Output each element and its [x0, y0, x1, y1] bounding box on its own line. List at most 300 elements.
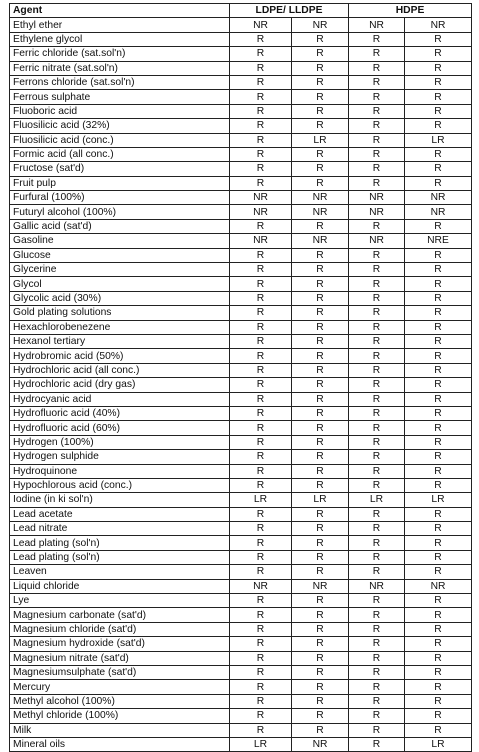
agent-cell: Ethyl ether — [10, 18, 230, 32]
rating-cell: NR — [349, 205, 405, 219]
agent-cell: Ferric nitrate (sat.sol'n) — [10, 61, 230, 75]
rating-cell: R — [349, 478, 405, 492]
rating-cell: R — [292, 248, 349, 262]
agent-cell: Hydrofluoric acid (40%) — [10, 406, 230, 420]
rating-cell: R — [230, 176, 292, 190]
rating-cell: R — [230, 550, 292, 564]
rating-cell: R — [230, 651, 292, 665]
rating-cell: R — [349, 464, 405, 478]
rating-cell: R — [292, 651, 349, 665]
agent-cell: Methyl chloride (100%) — [10, 709, 230, 723]
rating-cell: R — [230, 406, 292, 420]
rating-cell: R — [349, 277, 405, 291]
rating-cell: R — [349, 320, 405, 334]
rating-cell: R — [349, 32, 405, 46]
rating-cell: R — [230, 90, 292, 104]
table-row — [10, 579, 472, 593]
rating-cell: R — [405, 694, 472, 708]
rating-cell: R — [292, 550, 349, 564]
rating-cell: R — [405, 478, 472, 492]
rating-cell: R — [230, 637, 292, 651]
table-row — [10, 18, 472, 32]
rating-cell: R — [230, 464, 292, 478]
table-row — [10, 450, 472, 464]
agent-cell: Mercury — [10, 680, 230, 694]
rating-cell: R — [292, 507, 349, 521]
rating-cell: R — [405, 176, 472, 190]
table-row — [10, 507, 472, 521]
rating-cell: R — [349, 61, 405, 75]
table-row — [10, 47, 472, 61]
rating-cell: R — [405, 263, 472, 277]
rating-cell: R — [349, 709, 405, 723]
agent-cell: Glycerine — [10, 263, 230, 277]
table-row — [10, 162, 472, 176]
rating-cell: R — [349, 147, 405, 161]
agent-cell: Hydrogen sulphide — [10, 450, 230, 464]
rating-cell: R — [349, 608, 405, 622]
rating-cell: R — [349, 219, 405, 233]
rating-cell: R — [292, 464, 349, 478]
rating-cell: R — [230, 119, 292, 133]
table-row — [10, 75, 472, 89]
rating-cell: R — [405, 306, 472, 320]
rating-cell: R — [292, 147, 349, 161]
rating-cell: R — [292, 522, 349, 536]
table-row — [10, 277, 472, 291]
rating-cell: R — [349, 737, 405, 751]
agent-cell: Lye — [10, 594, 230, 608]
table-row — [10, 334, 472, 348]
rating-cell: R — [349, 622, 405, 636]
rating-cell: R — [230, 392, 292, 406]
rating-cell: R — [349, 665, 405, 679]
table-row — [10, 680, 472, 694]
rating-cell: R — [405, 450, 472, 464]
rating-cell: NR — [349, 191, 405, 205]
table-row — [10, 291, 472, 305]
table-row — [10, 608, 472, 622]
table-row — [10, 694, 472, 708]
rating-cell: R — [292, 119, 349, 133]
rating-cell: R — [349, 694, 405, 708]
rating-cell: R — [230, 421, 292, 435]
rating-cell: R — [292, 61, 349, 75]
rating-cell: R — [349, 435, 405, 449]
rating-cell: R — [292, 680, 349, 694]
agent-cell: Milk — [10, 723, 230, 737]
rating-cell: R — [405, 219, 472, 233]
rating-cell: R — [405, 507, 472, 521]
rating-cell: R — [349, 334, 405, 348]
rating-cell: R — [292, 478, 349, 492]
rating-cell: NR — [230, 191, 292, 205]
agent-cell: Hexanol tertiary — [10, 334, 230, 348]
rating-cell: R — [405, 550, 472, 564]
rating-cell: R — [349, 637, 405, 651]
rating-cell: R — [230, 694, 292, 708]
rating-cell: NR — [405, 579, 472, 593]
table-row — [10, 536, 472, 550]
table-row — [10, 637, 472, 651]
rating-cell: LR — [230, 493, 292, 507]
rating-cell: R — [405, 522, 472, 536]
rating-cell: LR — [292, 493, 349, 507]
rating-cell: R — [405, 421, 472, 435]
rating-cell: R — [349, 450, 405, 464]
rating-cell: R — [292, 291, 349, 305]
agent-cell: Lead nitrate — [10, 522, 230, 536]
rating-cell: R — [405, 622, 472, 636]
rating-cell: R — [230, 263, 292, 277]
rating-cell: LR — [405, 133, 472, 147]
rating-cell: R — [230, 522, 292, 536]
rating-cell: R — [292, 450, 349, 464]
table-row — [10, 392, 472, 406]
agent-cell: Fluoboric acid — [10, 104, 230, 118]
agent-cell: Hypochlorous acid (conc.) — [10, 478, 230, 492]
rating-cell: LR — [349, 493, 405, 507]
rating-cell: R — [349, 406, 405, 420]
table-row — [10, 61, 472, 75]
rating-cell: NR — [230, 234, 292, 248]
rating-cell: R — [230, 248, 292, 262]
rating-cell: R — [292, 723, 349, 737]
agent-cell: Fluosilicic acid (conc.) — [10, 133, 230, 147]
rating-cell: R — [405, 536, 472, 550]
rating-cell: NR — [292, 18, 349, 32]
rating-cell: R — [292, 709, 349, 723]
table-row — [10, 421, 472, 435]
table-row — [10, 306, 472, 320]
agent-cell: Ferrons chloride (sat.sol'n) — [10, 75, 230, 89]
agent-cell: Futuryl alcohol (100%) — [10, 205, 230, 219]
rating-cell: R — [292, 435, 349, 449]
rating-cell: R — [292, 334, 349, 348]
rating-cell: R — [405, 378, 472, 392]
table-row — [10, 522, 472, 536]
rating-cell: R — [292, 406, 349, 420]
chemical-resistance-table — [9, 3, 472, 752]
rating-cell: R — [349, 349, 405, 363]
rating-cell: R — [405, 435, 472, 449]
rating-cell: R — [230, 219, 292, 233]
rating-cell: NR — [349, 579, 405, 593]
table-row — [10, 723, 472, 737]
table-row — [10, 234, 472, 248]
rating-cell: R — [349, 104, 405, 118]
table-row — [10, 435, 472, 449]
rating-cell: R — [230, 277, 292, 291]
rating-cell: NR — [405, 191, 472, 205]
rating-cell: R — [292, 32, 349, 46]
rating-cell: R — [230, 349, 292, 363]
rating-cell: R — [349, 378, 405, 392]
table-row — [10, 651, 472, 665]
table-row — [10, 90, 472, 104]
table-row — [10, 622, 472, 636]
rating-cell: R — [405, 709, 472, 723]
table-row — [10, 550, 472, 564]
agent-cell: Gasoline — [10, 234, 230, 248]
rating-cell: R — [292, 622, 349, 636]
rating-cell: R — [230, 320, 292, 334]
rating-cell: R — [405, 363, 472, 377]
rating-cell: R — [230, 334, 292, 348]
rating-cell: R — [349, 306, 405, 320]
table-row — [10, 665, 472, 679]
rating-cell: R — [292, 349, 349, 363]
rating-cell: NR — [292, 579, 349, 593]
agent-cell: Ferric chloride (sat.sol'n) — [10, 47, 230, 61]
rating-cell: R — [349, 522, 405, 536]
rating-cell: R — [349, 363, 405, 377]
rating-cell: R — [405, 665, 472, 679]
table-row — [10, 205, 472, 219]
rating-cell: R — [349, 90, 405, 104]
rating-cell: LR — [405, 493, 472, 507]
agent-cell: Magnesiumsulphate (sat'd) — [10, 665, 230, 679]
rating-cell: R — [349, 291, 405, 305]
rating-cell: R — [230, 291, 292, 305]
table-row — [10, 363, 472, 377]
rating-cell: R — [349, 47, 405, 61]
rating-cell: R — [405, 565, 472, 579]
rating-cell: R — [230, 133, 292, 147]
rating-cell: R — [405, 334, 472, 348]
rating-cell: R — [230, 147, 292, 161]
agent-cell: Mineral oils — [10, 737, 230, 751]
rating-cell: R — [292, 277, 349, 291]
rating-cell: NRE — [405, 234, 472, 248]
table-row — [10, 104, 472, 118]
rating-cell: R — [405, 61, 472, 75]
agent-cell: Hydrofluoric acid (60%) — [10, 421, 230, 435]
rating-cell: R — [230, 378, 292, 392]
rating-cell: R — [292, 565, 349, 579]
rating-cell: R — [349, 723, 405, 737]
agent-cell: Hydrogen (100%) — [10, 435, 230, 449]
rating-cell: R — [230, 608, 292, 622]
rating-cell: R — [230, 709, 292, 723]
rating-cell: R — [292, 306, 349, 320]
chemical-resistance-table-page — [9, 3, 471, 751]
table-row — [10, 191, 472, 205]
rating-cell: R — [349, 176, 405, 190]
rating-cell: R — [405, 608, 472, 622]
agent-cell: Hydrochloric acid (dry gas) — [10, 378, 230, 392]
rating-cell: R — [230, 507, 292, 521]
rating-cell: R — [349, 248, 405, 262]
table-row — [10, 565, 472, 579]
rating-cell: NR — [349, 234, 405, 248]
rating-cell: R — [230, 536, 292, 550]
rating-cell: R — [405, 162, 472, 176]
rating-cell: R — [405, 651, 472, 665]
rating-cell: R — [292, 594, 349, 608]
table-row — [10, 248, 472, 262]
rating-cell: R — [405, 104, 472, 118]
rating-cell: R — [230, 594, 292, 608]
table-row — [10, 406, 472, 420]
rating-cell: R — [405, 349, 472, 363]
agent-cell: Hydrocyanic acid — [10, 392, 230, 406]
rating-cell: R — [230, 75, 292, 89]
table-row — [10, 709, 472, 723]
rating-cell: R — [292, 90, 349, 104]
rating-cell: R — [405, 248, 472, 262]
rating-cell: NR — [405, 18, 472, 32]
rating-cell: R — [349, 133, 405, 147]
table-row — [10, 464, 472, 478]
rating-cell: NR — [292, 234, 349, 248]
table-row — [10, 263, 472, 277]
table-row — [10, 378, 472, 392]
agent-cell: Glycolic acid (30%) — [10, 291, 230, 305]
table-row — [10, 594, 472, 608]
ldpe-lldpe-header: LDPE/ LLDPE — [230, 4, 349, 18]
agent-cell: Ferrous sulphate — [10, 90, 230, 104]
hdpe-header: HDPE — [349, 4, 472, 18]
table-row — [10, 119, 472, 133]
agent-cell: Glycol — [10, 277, 230, 291]
rating-cell: R — [292, 421, 349, 435]
rating-cell: R — [230, 32, 292, 46]
agent-cell: Methyl alcohol (100%) — [10, 694, 230, 708]
table-row — [10, 219, 472, 233]
table-row — [10, 133, 472, 147]
rating-cell: R — [230, 565, 292, 579]
rating-cell: R — [405, 47, 472, 61]
rating-cell: R — [349, 536, 405, 550]
rating-cell: LR — [292, 133, 349, 147]
agent-cell: Leaven — [10, 565, 230, 579]
rating-cell: R — [405, 594, 472, 608]
rating-cell: R — [349, 162, 405, 176]
rating-cell: R — [230, 622, 292, 636]
rating-cell: R — [405, 119, 472, 133]
rating-cell: R — [349, 680, 405, 694]
agent-cell: Ethylene glycol — [10, 32, 230, 46]
rating-cell: NR — [230, 18, 292, 32]
rating-cell: R — [405, 464, 472, 478]
rating-cell: R — [230, 306, 292, 320]
rating-cell: R — [292, 608, 349, 622]
rating-cell: R — [405, 75, 472, 89]
rating-cell: R — [292, 162, 349, 176]
agent-cell: Furfural (100%) — [10, 191, 230, 205]
rating-cell: NR — [405, 205, 472, 219]
rating-cell: R — [405, 32, 472, 46]
rating-cell: R — [405, 637, 472, 651]
table-row — [10, 349, 472, 363]
table-body — [10, 18, 472, 752]
rating-cell: R — [292, 219, 349, 233]
table-row — [10, 478, 472, 492]
rating-cell: NR — [292, 205, 349, 219]
rating-cell: R — [292, 665, 349, 679]
agent-cell: Formic acid (all conc.) — [10, 147, 230, 161]
rating-cell: R — [349, 392, 405, 406]
rating-cell: R — [349, 507, 405, 521]
agent-cell: Fluosilicic acid (32%) — [10, 119, 230, 133]
rating-cell: R — [405, 406, 472, 420]
rating-cell: R — [405, 680, 472, 694]
rating-cell: LR — [230, 737, 292, 751]
agent-cell: Magnesium hydroxide (sat'd) — [10, 637, 230, 651]
agent-cell: Lead plating (sol'n) — [10, 536, 230, 550]
rating-cell: R — [292, 176, 349, 190]
rating-cell: R — [405, 277, 472, 291]
agent-cell: Lead plating (sol'n) — [10, 550, 230, 564]
rating-cell: R — [292, 104, 349, 118]
rating-cell: R — [292, 75, 349, 89]
rating-cell: R — [405, 90, 472, 104]
agent-cell: Magnesium nitrate (sat'd) — [10, 651, 230, 665]
rating-cell: R — [292, 392, 349, 406]
agent-cell: Hydrobromic acid (50%) — [10, 349, 230, 363]
rating-cell: R — [292, 536, 349, 550]
table-row — [10, 320, 472, 334]
agent-cell: Magnesium chloride (sat'd) — [10, 622, 230, 636]
agent-cell: Fructose (sat'd) — [10, 162, 230, 176]
rating-cell: LR — [405, 737, 472, 751]
rating-cell: R — [230, 104, 292, 118]
rating-cell: R — [349, 421, 405, 435]
rating-cell: R — [349, 594, 405, 608]
rating-cell: NR — [230, 579, 292, 593]
rating-cell: R — [292, 320, 349, 334]
agent-cell: Hydroquinone — [10, 464, 230, 478]
header-row — [10, 4, 472, 18]
rating-cell: R — [349, 565, 405, 579]
rating-cell: R — [349, 263, 405, 277]
rating-cell: R — [292, 694, 349, 708]
rating-cell: R — [405, 291, 472, 305]
agent-cell: Hexachlorobenezene — [10, 320, 230, 334]
agent-cell: Magnesium carbonate (sat'd) — [10, 608, 230, 622]
rating-cell: R — [405, 723, 472, 737]
rating-cell: R — [349, 651, 405, 665]
rating-cell: R — [292, 637, 349, 651]
rating-cell: R — [349, 119, 405, 133]
rating-cell: R — [405, 320, 472, 334]
table-row — [10, 493, 472, 507]
rating-cell: R — [230, 723, 292, 737]
rating-cell: R — [292, 363, 349, 377]
agent-cell: Iodine (in ki sol'n) — [10, 493, 230, 507]
agent-cell: Glucose — [10, 248, 230, 262]
rating-cell: R — [405, 392, 472, 406]
rating-cell: NR — [349, 18, 405, 32]
rating-cell: R — [292, 378, 349, 392]
table-row — [10, 147, 472, 161]
rating-cell: R — [349, 75, 405, 89]
rating-cell: R — [230, 680, 292, 694]
rating-cell: R — [230, 47, 292, 61]
table-row — [10, 737, 472, 751]
agent-cell: Lead acetate — [10, 507, 230, 521]
rating-cell: R — [230, 450, 292, 464]
rating-cell: R — [230, 478, 292, 492]
agent-cell: Hydrochloric acid (all conc.) — [10, 363, 230, 377]
agent-cell: Gallic acid (sat'd) — [10, 219, 230, 233]
rating-cell: R — [230, 363, 292, 377]
rating-cell: NR — [292, 191, 349, 205]
rating-cell: NR — [230, 205, 292, 219]
rating-cell: R — [292, 263, 349, 277]
agent-header: Agent — [10, 4, 230, 18]
